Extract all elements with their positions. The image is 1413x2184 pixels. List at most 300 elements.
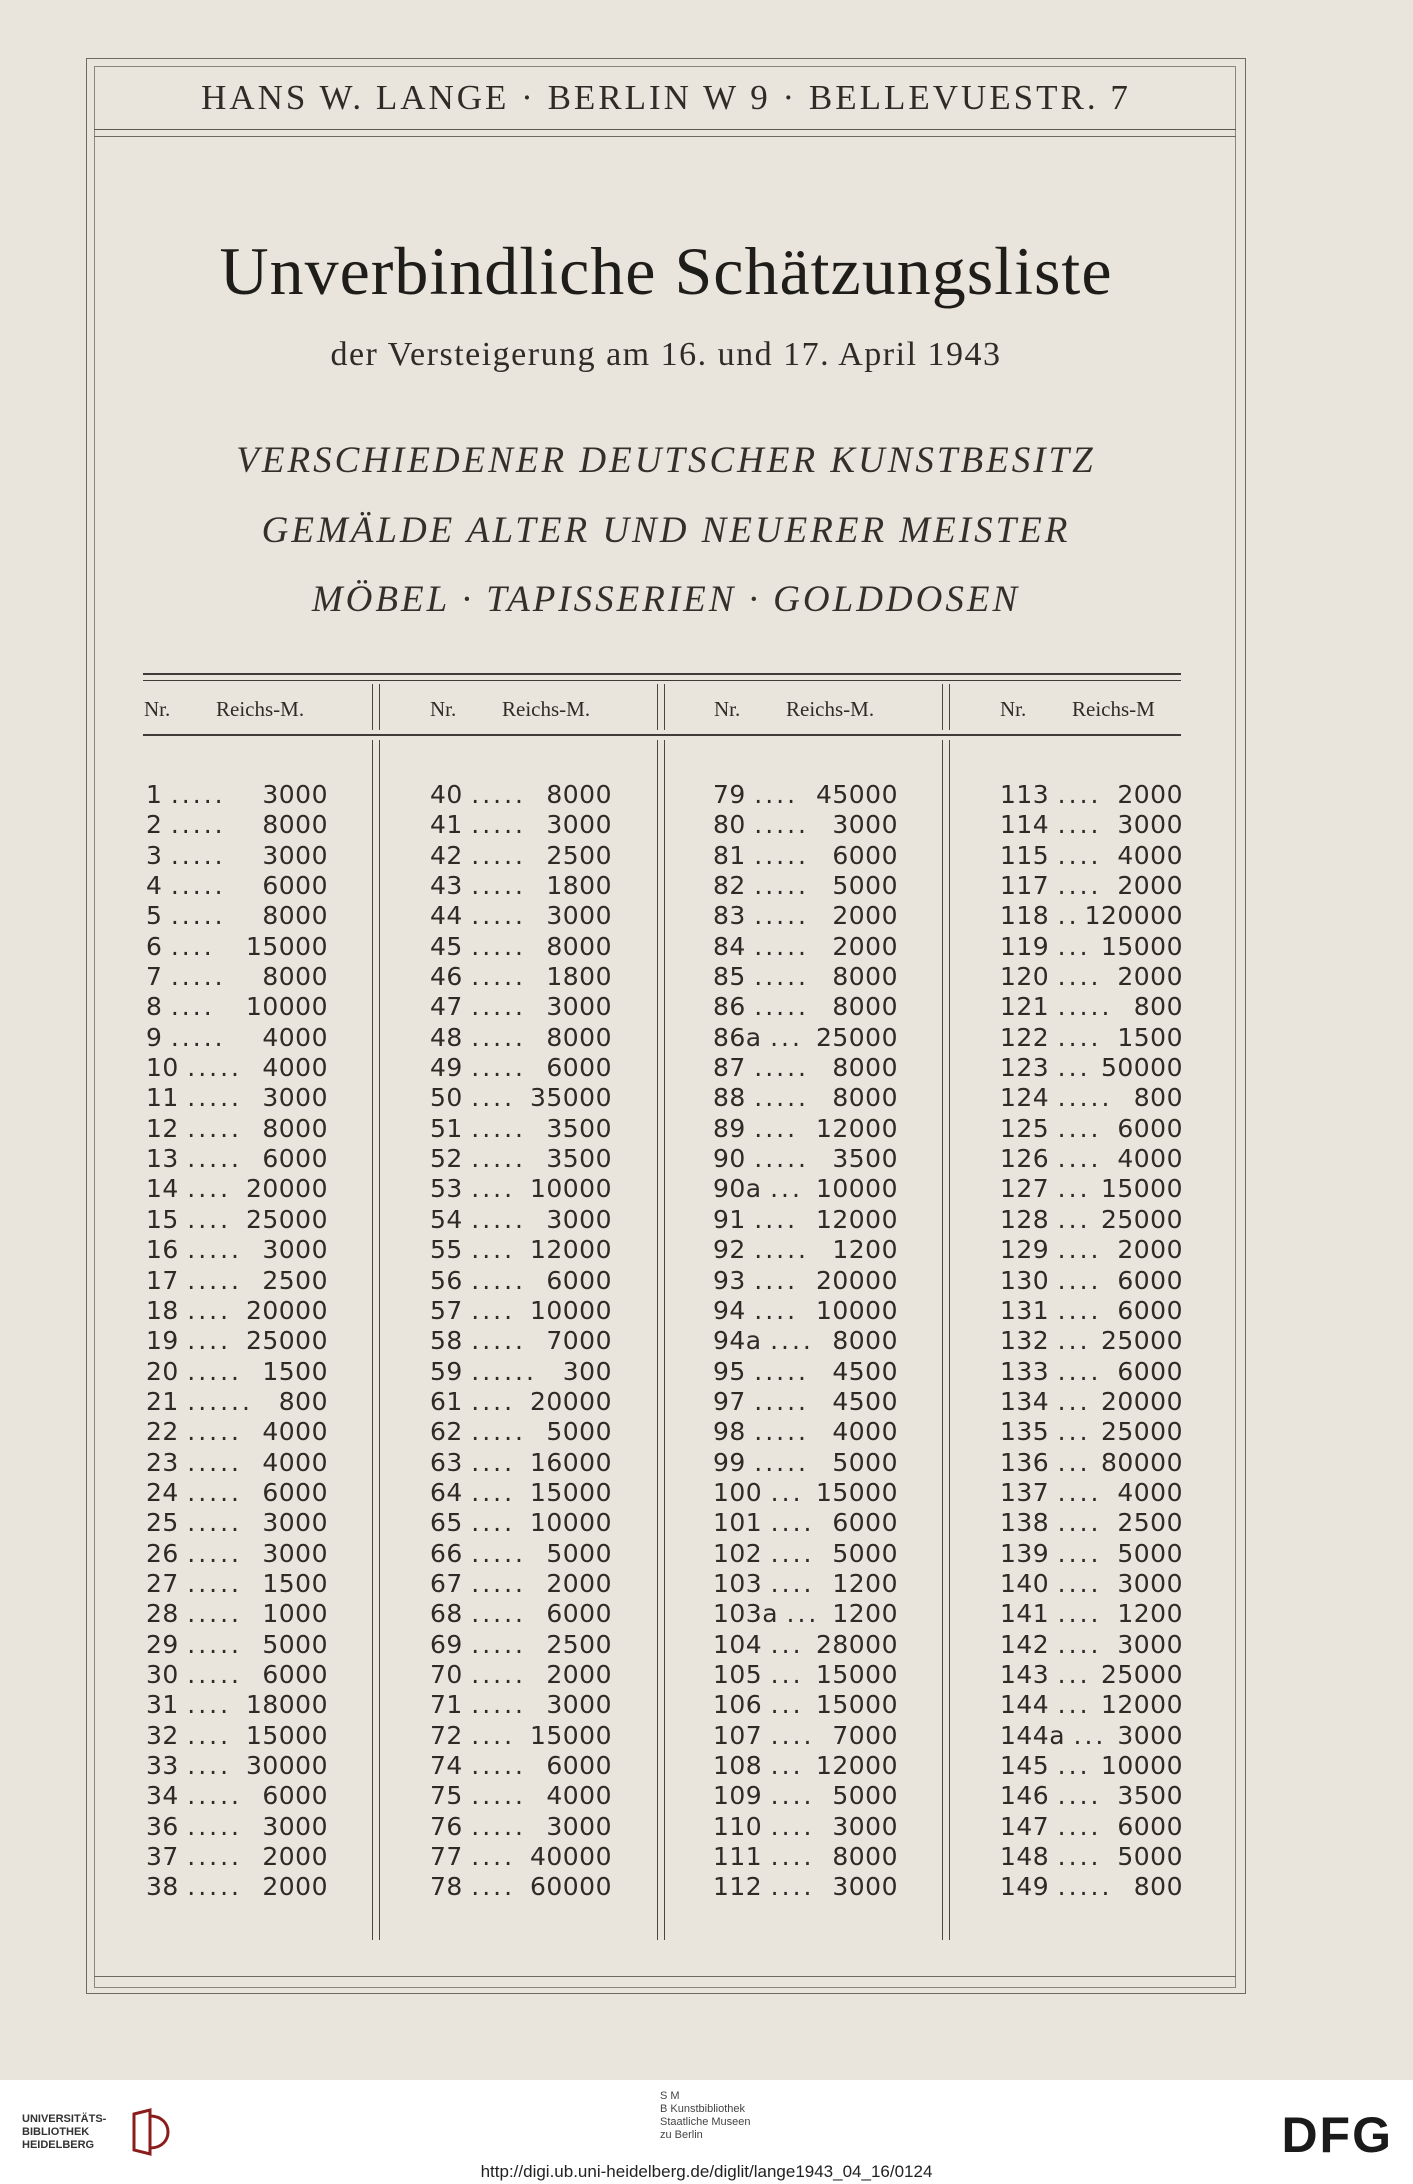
leader-dots: .....	[1057, 1872, 1113, 1902]
leader-dots: ....	[187, 1326, 232, 1356]
estimate-value: 25000	[245, 1326, 328, 1356]
table-top-rule	[143, 673, 1181, 675]
estimate-value: 3500	[1117, 1781, 1183, 1811]
leader-dots: .....	[754, 1386, 809, 1416]
table-row	[713, 1417, 898, 1447]
table-row	[146, 780, 328, 810]
lot-number: 141	[1000, 1599, 1050, 1629]
estimate-value: 10000	[529, 1508, 612, 1538]
estimate-value: 25000	[815, 1022, 898, 1052]
estimate-value: 1200	[832, 1599, 898, 1629]
estimate-value: 5000	[832, 1447, 898, 1477]
lot-number: 3	[146, 840, 163, 870]
leader-dots: ...	[1057, 1053, 1091, 1083]
leader-dots: .....	[1057, 992, 1113, 1022]
estimate-value: 1500	[262, 1568, 328, 1598]
museum-credit-line: S M	[660, 2090, 680, 2102]
estimate-value: 10000	[529, 1174, 612, 1204]
table-row	[430, 1023, 612, 1053]
leader-dots: ....	[770, 1326, 814, 1356]
table-row	[146, 1478, 328, 1508]
lot-number: 53	[430, 1174, 463, 1204]
lot-number: 126	[1000, 1144, 1050, 1174]
table-row	[1000, 1569, 1183, 1599]
lot-number: 87	[713, 1053, 746, 1083]
museum-credit-line: Staatliche Museen	[660, 2116, 751, 2128]
library-name: UNIVERSITÄTS- BIBLIOTHEK HEIDELBERG	[22, 2113, 107, 2151]
lot-number: 14	[146, 1174, 179, 1204]
estimate-value: 80000	[1100, 1447, 1183, 1477]
table-row	[146, 1174, 328, 1204]
lot-number: 139	[1000, 1538, 1050, 1568]
leader-dots: ....	[471, 1872, 516, 1902]
lot-number: 9	[146, 1022, 163, 1052]
leader-dots: .....	[187, 1629, 242, 1659]
estimate-value: 10000	[815, 1174, 898, 1204]
leader-dots: ....	[187, 1720, 232, 1750]
table-row	[146, 1751, 328, 1781]
lot-number: 70	[430, 1659, 463, 1689]
estimate-value: 50000	[1100, 1053, 1183, 1083]
estimate-value: 8000	[832, 1326, 898, 1356]
estimate-value: 3000	[546, 810, 612, 840]
estimate-value: 20000	[815, 1265, 898, 1295]
table-row	[1000, 1174, 1183, 1204]
lot-number: 23	[146, 1447, 179, 1477]
leader-dots: .....	[471, 1538, 526, 1568]
leader-dots: ....	[770, 1508, 815, 1538]
leader-dots: .....	[471, 1690, 526, 1720]
estimate-value: 10000	[529, 1295, 612, 1325]
lot-number: 22	[146, 1417, 179, 1447]
leader-dots: ....	[471, 1477, 516, 1507]
column-header-value: Reichs-M	[1072, 697, 1155, 721]
leader-dots: .....	[754, 931, 809, 961]
lot-number: 131	[1000, 1295, 1050, 1325]
lot-number: 20	[146, 1356, 179, 1386]
estimate-value: 8000	[546, 1022, 612, 1052]
lot-number: 43	[430, 871, 463, 901]
leader-dots: .....	[471, 1751, 526, 1780]
table-row	[146, 1266, 328, 1296]
table-row	[1000, 1721, 1183, 1751]
leader-dots: .....	[187, 1842, 242, 1872]
leader-dots: ...	[1057, 1417, 1091, 1447]
table-row	[146, 901, 328, 931]
leader-dots: ....	[1057, 871, 1102, 901]
estimate-value: 15000	[245, 1720, 328, 1750]
lot-number: 149	[1000, 1872, 1050, 1902]
lot-number: 128	[1000, 1204, 1050, 1234]
estimate-value: 15000	[529, 1720, 612, 1750]
leader-dots: .....	[170, 901, 226, 931]
table-row	[146, 1539, 328, 1569]
column-header-value: Reichs-M.	[786, 697, 875, 721]
lot-number: 59	[430, 1356, 463, 1386]
leader-dots: .....	[170, 840, 226, 870]
leader-dots: ....	[754, 780, 799, 809]
leader-dots: ....	[471, 1235, 516, 1265]
estimate-value: 8000	[832, 1083, 898, 1113]
lot-number: 103	[713, 1568, 763, 1598]
leader-dots: .....	[187, 1659, 242, 1689]
leader-dots: ...	[1057, 1204, 1091, 1234]
table-row	[430, 810, 612, 840]
leader-dots: ....	[1057, 1842, 1102, 1872]
table-row	[713, 1387, 898, 1417]
dfg-logo: DFG	[1281, 2107, 1393, 2163]
leader-dots: .....	[754, 1447, 809, 1477]
table-row	[146, 841, 328, 871]
estimate-value: 3500	[546, 1144, 612, 1174]
leader-dots: ....	[1057, 810, 1102, 840]
leader-dots: ....	[754, 1295, 799, 1325]
table-row	[430, 1448, 612, 1478]
estimate-value: 4000	[1117, 1477, 1183, 1507]
table-row	[146, 1569, 328, 1599]
lot-number: 86	[713, 992, 746, 1022]
table-row	[1000, 1781, 1183, 1811]
leader-dots: ....	[471, 1720, 516, 1750]
estimate-value: 5000	[1117, 1842, 1183, 1872]
museum-credit-line: B Kunstbibliothek	[660, 2103, 745, 2115]
estimate-value: 4000	[1117, 840, 1183, 870]
leader-dots: ....	[471, 1508, 516, 1538]
estimate-value: 3000	[546, 1811, 612, 1841]
lot-number: 13	[146, 1144, 179, 1174]
lot-number: 18	[146, 1295, 179, 1325]
table-row	[1000, 1539, 1183, 1569]
table-row	[713, 1083, 898, 1113]
leader-dots: ....	[1057, 1477, 1102, 1507]
leader-dots: ....	[170, 992, 215, 1022]
table-row	[430, 901, 612, 931]
column-header	[1000, 697, 1155, 722]
estimate-value: 4000	[262, 1447, 328, 1477]
leader-dots: .....	[471, 1659, 526, 1689]
table-row	[430, 1053, 612, 1083]
table-row	[146, 871, 328, 901]
table-row	[1000, 780, 1183, 810]
leader-dots: .....	[471, 1113, 526, 1143]
table-row	[146, 1387, 328, 1417]
estimate-value: 6000	[546, 1053, 612, 1083]
leader-dots: .....	[170, 810, 226, 840]
lot-number: 125	[1000, 1113, 1050, 1143]
table-row	[146, 810, 328, 840]
header-rule	[94, 129, 1236, 130]
table-row	[713, 841, 898, 871]
table-row	[146, 1326, 328, 1356]
table-row	[430, 1083, 612, 1113]
table-row	[430, 1417, 612, 1447]
lot-number: 57	[430, 1295, 463, 1325]
table-row	[146, 1721, 328, 1751]
table-row	[1000, 1053, 1183, 1083]
table-row	[146, 1053, 328, 1083]
column-divider	[942, 684, 950, 730]
leader-dots: .....	[187, 1144, 242, 1174]
table-row	[713, 1812, 898, 1842]
leader-dots: ......	[471, 1356, 537, 1386]
leader-dots: ...	[1057, 1386, 1091, 1416]
lot-number: 11	[146, 1083, 179, 1113]
leader-dots: ...	[1057, 1751, 1091, 1780]
table-row	[1000, 901, 1183, 931]
estimate-value: 6000	[546, 1599, 612, 1629]
table-row	[146, 1205, 328, 1235]
lot-number: 81	[713, 840, 746, 870]
lot-number: 118	[1000, 901, 1050, 931]
estimate-value: 6000	[546, 1751, 612, 1780]
estimate-value: 4000	[262, 1053, 328, 1083]
leader-dots: .....	[471, 992, 526, 1022]
column-divider	[657, 740, 665, 1940]
table-row	[1000, 1508, 1183, 1538]
table-row	[430, 1690, 612, 1720]
leader-dots: .....	[754, 1417, 809, 1447]
table-row	[1000, 1235, 1183, 1265]
table-row	[430, 1296, 612, 1326]
leader-dots: .....	[471, 1022, 526, 1052]
estimate-value: 5000	[832, 1781, 898, 1811]
estimate-value: 20000	[529, 1386, 612, 1416]
estimate-value: 8000	[262, 901, 328, 931]
leader-dots: .....	[471, 901, 526, 931]
leader-dots: ....	[770, 1842, 815, 1872]
table-header-rule	[143, 734, 1181, 736]
estimate-value: 4500	[832, 1356, 898, 1386]
lot-number: 86a	[713, 1022, 762, 1052]
category-line: VERSCHIEDENER DEUTSCHER KUNSTBESITZ	[236, 440, 1096, 481]
lot-number: 143	[1000, 1659, 1050, 1689]
table-row	[1000, 1599, 1183, 1629]
leader-dots: .....	[187, 1356, 242, 1386]
estimate-value: 15000	[1100, 931, 1183, 961]
estimate-value: 6000	[1117, 1356, 1183, 1386]
leader-dots: ....	[1057, 1265, 1102, 1295]
column-header	[144, 697, 304, 722]
lot-number: 2	[146, 810, 163, 840]
estimate-value: 2500	[1117, 1508, 1183, 1538]
estimate-value: 5000	[546, 1417, 612, 1447]
leader-dots: ....	[1057, 1568, 1102, 1598]
leader-dots: ....	[187, 1295, 232, 1325]
lot-number: 29	[146, 1629, 179, 1659]
leader-dots: .....	[471, 1326, 526, 1356]
column-header	[430, 697, 590, 722]
lot-number: 21	[146, 1386, 179, 1416]
estimate-value: 12000	[815, 1204, 898, 1234]
estimate-value: 3000	[262, 1508, 328, 1538]
lot-number: 113	[1000, 780, 1050, 809]
lot-number: 92	[713, 1235, 746, 1265]
leader-dots: .....	[471, 1599, 526, 1629]
leader-dots: ....	[187, 1690, 232, 1720]
leader-dots: .....	[754, 840, 809, 870]
estimate-value: 40000	[529, 1842, 612, 1872]
leader-dots: .....	[187, 1113, 242, 1143]
table-row	[430, 1205, 612, 1235]
lot-number: 137	[1000, 1477, 1050, 1507]
estimate-value: 5000	[262, 1629, 328, 1659]
lot-number: 5	[146, 901, 163, 931]
lot-number: 111	[713, 1842, 763, 1872]
lot-number: 77	[430, 1842, 463, 1872]
lot-number: 33	[146, 1751, 179, 1780]
table-row	[713, 1174, 898, 1204]
lot-number: 67	[430, 1568, 463, 1598]
estimate-value: 4000	[262, 1022, 328, 1052]
estimate-value: 5000	[546, 1538, 612, 1568]
table-row	[1000, 932, 1183, 962]
table-row	[430, 841, 612, 871]
lot-number: 84	[713, 931, 746, 961]
lot-number: 112	[713, 1872, 763, 1902]
leader-dots: ...	[786, 1599, 820, 1629]
lot-number: 34	[146, 1781, 179, 1811]
lot-number: 110	[713, 1811, 763, 1841]
lot-number: 122	[1000, 1022, 1050, 1052]
estimate-value: 20000	[1100, 1386, 1183, 1416]
leader-dots: .....	[170, 962, 226, 992]
estimate-value: 4000	[546, 1781, 612, 1811]
leader-dots: ...	[770, 1022, 803, 1052]
lot-number: 136	[1000, 1447, 1050, 1477]
leader-dots: ...	[1057, 1447, 1091, 1477]
table-row	[430, 1357, 612, 1387]
column-header-value: Reichs-M.	[502, 697, 591, 721]
estimate-value: 6000	[1117, 1811, 1183, 1841]
estimate-value: 6000	[262, 1477, 328, 1507]
table-row	[146, 1083, 328, 1113]
lot-number: 88	[713, 1083, 746, 1113]
leader-dots: ....	[187, 1174, 232, 1204]
lot-number: 75	[430, 1781, 463, 1811]
lot-number: 98	[713, 1417, 746, 1447]
column-header-nr: Nr.	[1000, 697, 1027, 721]
leader-dots: ....	[770, 1781, 815, 1811]
table-row	[1000, 1842, 1183, 1872]
table-row	[1000, 1660, 1183, 1690]
lot-number: 132	[1000, 1326, 1050, 1356]
estimate-value: 6000	[262, 1781, 328, 1811]
leader-dots: .....	[754, 901, 809, 931]
estimate-value: 300	[562, 1356, 612, 1386]
lot-number: 109	[713, 1781, 763, 1811]
table-row	[146, 1417, 328, 1447]
lot-number: 49	[430, 1053, 463, 1083]
table-row	[430, 1599, 612, 1629]
table-row	[713, 1539, 898, 1569]
table-row	[1000, 1023, 1183, 1053]
table-row	[430, 1174, 612, 1204]
leader-dots: .....	[471, 1629, 526, 1659]
estimate-value: 8000	[832, 962, 898, 992]
leader-dots: ....	[471, 1174, 516, 1204]
lot-number: 74	[430, 1751, 463, 1780]
column-divider	[942, 740, 950, 1940]
table-row	[430, 962, 612, 992]
table-row	[713, 1599, 898, 1629]
table-row	[713, 932, 898, 962]
estimate-value: 3000	[1117, 1629, 1183, 1659]
lot-number: 46	[430, 962, 463, 992]
table-row	[713, 871, 898, 901]
leader-dots: .....	[471, 1811, 526, 1841]
table-row	[713, 1357, 898, 1387]
leader-dots: .....	[754, 1144, 809, 1174]
leader-dots: .....	[471, 931, 526, 961]
table-row	[146, 1842, 328, 1872]
leader-dots: .....	[170, 780, 226, 809]
lot-number: 38	[146, 1872, 179, 1902]
lot-number: 120	[1000, 962, 1050, 992]
lot-number: 44	[430, 901, 463, 931]
leader-dots: .....	[187, 1417, 242, 1447]
table-row	[713, 1478, 898, 1508]
estimate-value: 8000	[546, 931, 612, 961]
leader-dots: .....	[187, 1447, 242, 1477]
leader-dots: ....	[770, 1811, 815, 1841]
lot-number: 83	[713, 901, 746, 931]
leader-dots: .....	[471, 1568, 526, 1598]
leader-dots: ...	[1057, 1659, 1091, 1689]
table-row	[1000, 1144, 1183, 1174]
leader-dots: .....	[754, 992, 809, 1022]
column-header	[714, 697, 874, 722]
table-row	[1000, 1114, 1183, 1144]
lot-number: 28	[146, 1599, 179, 1629]
leader-dots: .....	[187, 1781, 242, 1811]
estimate-value: 1200	[1117, 1599, 1183, 1629]
estimate-value: 8000	[546, 780, 612, 809]
lot-number: 42	[430, 840, 463, 870]
table-row	[430, 1630, 612, 1660]
lot-number: 37	[146, 1842, 179, 1872]
lot-number: 119	[1000, 931, 1050, 961]
table-row	[1000, 1266, 1183, 1296]
table-row	[1000, 1872, 1183, 1902]
table-row	[713, 1721, 898, 1751]
estimate-value: 60000	[529, 1872, 612, 1902]
leader-dots: .....	[471, 1204, 526, 1234]
estimate-value: 2000	[546, 1659, 612, 1689]
table-row	[430, 1569, 612, 1599]
lot-number: 117	[1000, 871, 1050, 901]
table-row	[146, 1235, 328, 1265]
lot-number: 30	[146, 1659, 179, 1689]
column-divider	[657, 684, 665, 730]
table-row	[713, 1660, 898, 1690]
lot-number: 123	[1000, 1053, 1050, 1083]
source-url-link[interactable]: http://digi.ub.uni-heidelberg.de/diglit/lange1943_04_16/0124	[480, 2162, 933, 2181]
table-row	[1000, 1387, 1183, 1417]
table-row	[430, 1508, 612, 1538]
estimate-value: 8000	[832, 992, 898, 1022]
estimate-value: 2000	[832, 901, 898, 931]
estimate-value: 12000	[815, 1751, 898, 1780]
table-row	[146, 1660, 328, 1690]
table-row	[1000, 992, 1183, 1022]
estimate-value: 3000	[832, 1811, 898, 1841]
leader-dots: ...	[1073, 1720, 1107, 1750]
estimate-value: 30000	[245, 1751, 328, 1780]
leader-dots: ....	[471, 1083, 516, 1113]
table-row	[713, 1448, 898, 1478]
lot-number: 91	[713, 1204, 746, 1234]
lot-number: 12	[146, 1113, 179, 1143]
